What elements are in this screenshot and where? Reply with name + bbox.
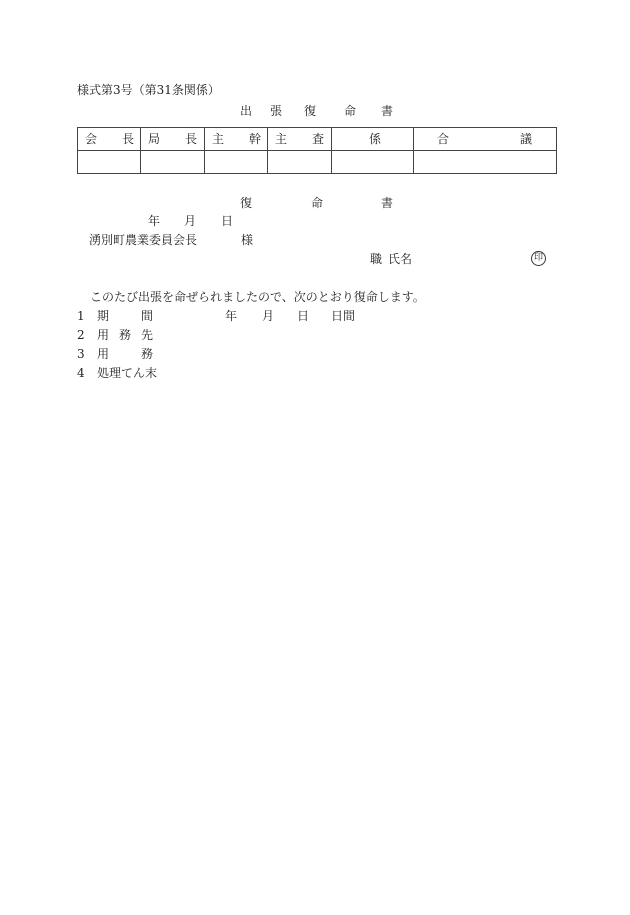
period-day: 日 xyxy=(297,309,310,323)
item-number: 3 xyxy=(77,347,85,361)
date-day: 日 xyxy=(221,214,234,228)
header-text: 幹 xyxy=(249,132,262,146)
header-shukan xyxy=(205,128,268,151)
period-year: 年 xyxy=(225,309,238,323)
item-number: 2 xyxy=(77,328,85,342)
item-label: 処理てん末 xyxy=(97,366,158,380)
header-shusa xyxy=(268,128,332,151)
header-text: 議 xyxy=(520,132,533,146)
title-char: 書 xyxy=(381,196,394,210)
intro-text: このたび出張を命ぜられましたので、次のとおり復命します。 xyxy=(90,290,425,304)
item-label: 務 xyxy=(119,328,132,342)
item-number: 1 xyxy=(77,309,85,323)
approval-stamp-row xyxy=(78,151,557,174)
item-label: 用 xyxy=(97,328,110,342)
item-number: 4 xyxy=(77,366,85,380)
title-char: 命 xyxy=(311,196,324,210)
header-aigi xyxy=(414,128,557,151)
item-label: 期 xyxy=(97,309,110,323)
seal-mark-icon: 印 xyxy=(531,251,546,266)
header-kyokucho xyxy=(141,128,205,151)
stamp-cell xyxy=(141,151,205,174)
header-text: 長 xyxy=(122,132,135,146)
item-label: 間 xyxy=(141,309,154,323)
title-char: 書 xyxy=(381,104,394,118)
period-days: 日間 xyxy=(331,309,356,323)
header-text: 主 xyxy=(275,132,288,146)
title-char: 復 xyxy=(304,104,317,118)
period-month: 月 xyxy=(262,309,275,323)
title-char: 復 xyxy=(240,196,253,210)
header-kakari xyxy=(332,128,414,151)
item-label: 用 xyxy=(97,347,110,361)
addressee: 湧別町農業委員会長 xyxy=(89,233,198,247)
stamp-cell xyxy=(268,151,332,174)
title-char: 張 xyxy=(270,104,283,118)
header-text: 査 xyxy=(312,132,325,146)
approval-header-row xyxy=(78,128,557,151)
item-label: 務 xyxy=(141,347,154,361)
name-label: 氏名 xyxy=(388,252,413,266)
stamp-cell xyxy=(414,151,557,174)
header-text: 主 xyxy=(212,132,225,146)
stamp-cell xyxy=(78,151,141,174)
honorific: 様 xyxy=(241,233,254,247)
date-month: 月 xyxy=(184,214,197,228)
header-text: 局 xyxy=(148,132,161,146)
title-char: 出 xyxy=(240,104,253,118)
date-year: 年 xyxy=(148,214,161,228)
stamp-cell xyxy=(332,151,414,174)
approval-table xyxy=(77,127,557,174)
header-text: 長 xyxy=(185,132,198,146)
item-label: 先 xyxy=(141,328,154,342)
stamp-cell xyxy=(205,151,268,174)
position-label: 職 xyxy=(370,252,383,266)
title-char: 命 xyxy=(344,104,357,118)
header-text: 合 xyxy=(437,132,450,146)
form-number: 様式第3号（第31条関係） xyxy=(77,83,220,97)
header-text: 会 xyxy=(85,132,98,146)
header-kaicho xyxy=(78,128,141,151)
header-text: 係 xyxy=(369,132,382,146)
